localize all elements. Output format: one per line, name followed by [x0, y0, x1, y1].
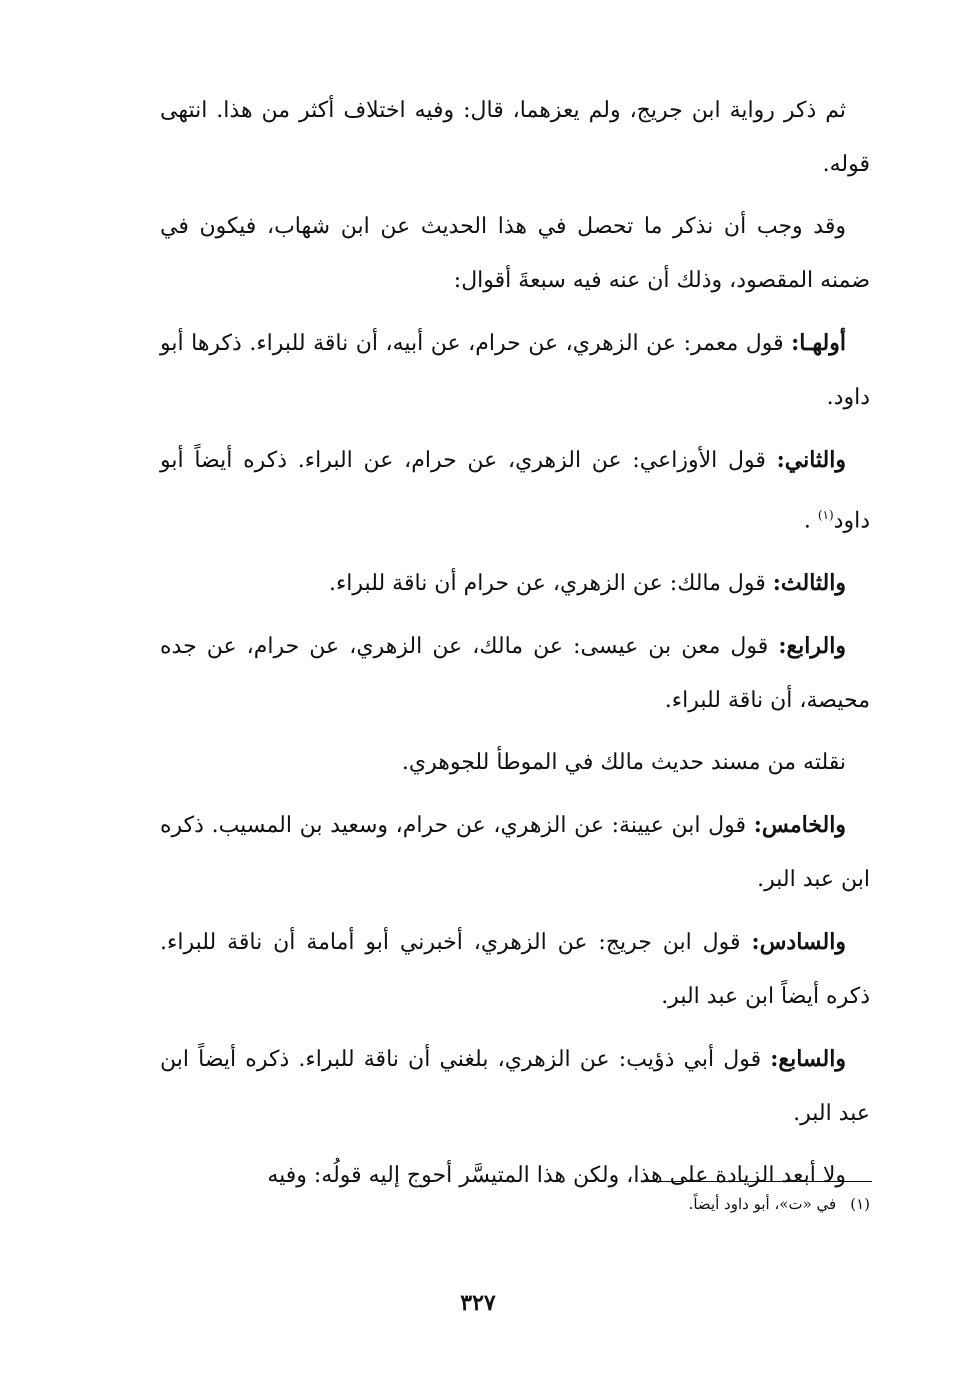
- second-label: والثاني:: [776, 447, 846, 473]
- body-text: [160, 84, 870, 1211]
- paragraph-intro: ثم ذكر رواية ابن جريج، ولم يعزهما، قال: وفيه اختلاف أكثر من هذا. انتهى قوله.: [160, 98, 870, 177]
- footnote-divider: [642, 1181, 872, 1182]
- paragraph-source-note: نقلته من مسند حديث مالك في الموطأ للجوهري.: [401, 750, 846, 776]
- paragraph-third: والثالث: قول مالك: عن الزهري، عن حرام أن ناقة للبراء.: [328, 570, 846, 597]
- paragraph-fourth: والرابع: قول معن بن عيسى: عن مالك، عن الزهري، عن حرام، عن جده محيصة، أن ناقة للبراء.: [160, 633, 870, 714]
- fifth-label: والخامس:: [753, 812, 846, 839]
- paragraph-second: والثاني: قول الأوزاعي: عن الزهري، عن حرام، عن البراء. ذكره أيضاً أبو داود$^{(١)}$ .: [160, 447, 870, 534]
- seventh-label: والسابع:: [770, 1046, 846, 1073]
- page-number: ٣٢٧: [460, 1290, 496, 1316]
- paragraph-first: أولهـا: قول معمر: عن الزهري، عن حرام، عن أبيه، أن ناقة للبراء. ذكرها أبو داود.: [160, 330, 870, 410]
- sixth-label: والسادس:: [751, 929, 846, 956]
- footnote-text: في «ت»، أبو داود أيضاً.: [688, 1195, 837, 1213]
- first-label: أولهـا:: [791, 330, 846, 356]
- paragraph-seventh: والسابع: قول أبي ذؤيب: عن الزهري، بلغني أن ناقة للبراء. ذكره أيضاً ابن عبد البر.: [160, 1046, 870, 1127]
- paragraph-fifth: والخامس: قول ابن عيينة: عن الزهري، عن حرام، وسعيد بن المسيب. ذكره ابن عبد البر.: [160, 812, 870, 893]
- paragraph-seven-sayings: وقد وجب أن نذكر ما تحصل في هذا الحديث عن ابن شهاب، فيكون في ضمنه المقصود، وذلك أن عنه فيه سبعةَ أقوال:: [160, 214, 870, 293]
- footnote: [370, 1190, 870, 1218]
- third-label: والثالث:: [772, 570, 846, 597]
- footnote-number: (١): [850, 1195, 870, 1213]
- fourth-label: والرابع:: [778, 633, 846, 660]
- paragraph-sixth: والسادس: قول ابن جريج: عن الزهري، أخبرني أبو أمامة أن ناقة للبراء. ذكره أيضاً ابن عبد البر.: [160, 929, 870, 1010]
- footnote-ref: (١): [817, 508, 834, 522]
- paragraph-closing: ولا أبعد الزيادة على هذا، ولكن هذا المتيسَّر أحوج إليه قولُه: وفيه: [267, 1163, 846, 1189]
